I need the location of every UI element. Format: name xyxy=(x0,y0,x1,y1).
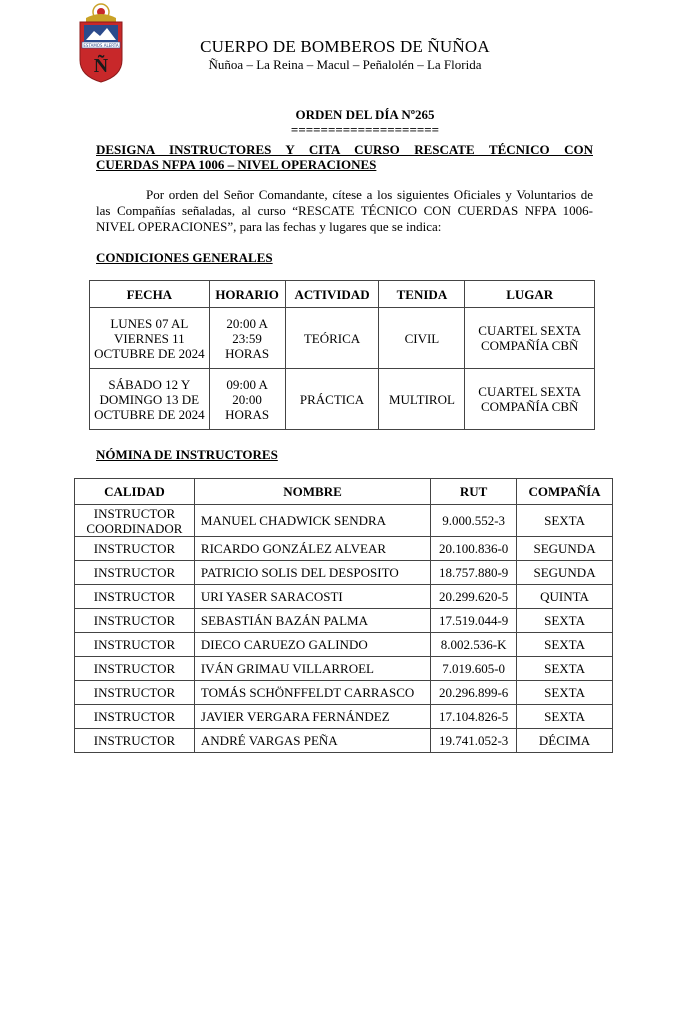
table-cell: INSTRUCTOR xyxy=(75,633,195,657)
table-cell: SEBASTIÁN BAZÁN PALMA xyxy=(194,609,430,633)
order-title-rule: ==================== xyxy=(290,122,440,137)
table-cell: INSTRUCTOR xyxy=(75,609,195,633)
column-header: TENIDA xyxy=(379,281,465,308)
table-cell: CUARTEL SEXTA COMPAÑÍA CBÑ xyxy=(465,308,595,369)
table-cell: SEXTA xyxy=(517,505,613,537)
order-subject-line-2: CUERDAS NFPA 1006 – NIVEL OPERACIONES xyxy=(96,157,377,172)
table-cell: DIECO CARUEZO GALINDO xyxy=(194,633,430,657)
column-header: CALIDAD xyxy=(75,479,195,505)
table-cell: SEGUNDA xyxy=(517,537,613,561)
table-cell: CUARTEL SEXTA COMPAÑÍA CBÑ xyxy=(465,369,595,430)
table-cell: INSTRUCTOR xyxy=(75,561,195,585)
table-cell: MULTIROL xyxy=(379,369,465,430)
table-cell: JAVIER VERGARA FERNÁNDEZ xyxy=(194,705,430,729)
table-cell: 20.296.899-6 xyxy=(431,681,517,705)
table-cell: 7.019.605-0 xyxy=(431,657,517,681)
table-header-row xyxy=(75,479,613,505)
table-cell: 17.519.044-9 xyxy=(431,609,517,633)
table-cell: SEXTA xyxy=(517,633,613,657)
instructors-heading: NÓMINA DE INSTRUCTORES xyxy=(96,447,278,462)
table-cell: SEXTA xyxy=(517,657,613,681)
table-row xyxy=(75,537,613,561)
table-row xyxy=(75,505,613,537)
conditions-heading: CONDICIONES GENERALES xyxy=(96,250,273,265)
conditions-table xyxy=(89,280,595,430)
crest-letter: Ñ xyxy=(93,55,109,77)
table-cell: SÁBADO 12 Y DOMINGO 13 DE OCTUBRE DE 2024 xyxy=(90,369,210,430)
fire-department-crest-icon xyxy=(76,2,126,84)
table-cell: IVÁN GRIMAU VILLARROEL xyxy=(194,657,430,681)
instructors-table xyxy=(74,478,613,753)
order-title: ORDEN DEL DÍA Nº265 xyxy=(295,107,435,122)
table-cell: INSTRUCTOR xyxy=(75,585,195,609)
column-header: NOMBRE xyxy=(194,479,430,505)
table-row xyxy=(75,561,613,585)
table-cell: INSTRUCTOR xyxy=(75,537,195,561)
table-cell: INSTRUCTOR xyxy=(75,729,195,753)
column-header: ACTIVIDAD xyxy=(285,281,379,308)
table-cell: INSTRUCTOR xyxy=(75,657,195,681)
column-header: RUT xyxy=(431,479,517,505)
organization-title: CUERPO DE BOMBEROS DE ÑUÑOA xyxy=(200,37,490,56)
table-cell: 20.299.620-5 xyxy=(431,585,517,609)
table-header-row xyxy=(90,281,595,308)
table-cell: CIVIL xyxy=(379,308,465,369)
table-cell: URI YASER SARACOSTI xyxy=(194,585,430,609)
table-row xyxy=(90,308,595,369)
table-row xyxy=(75,633,613,657)
table-cell: 20:00 A 23:59 HORAS xyxy=(209,308,285,369)
table-cell: 09:00 A 20:00 HORAS xyxy=(209,369,285,430)
table-cell: SEXTA xyxy=(517,609,613,633)
table-cell: INSTRUCTOR COORDINADOR xyxy=(75,505,195,537)
table-row xyxy=(75,657,613,681)
table-row xyxy=(75,681,613,705)
table-cell: MANUEL CHADWICK SENDRA xyxy=(194,505,430,537)
table-cell: PATRICIO SOLIS DEL DESPOSITO xyxy=(194,561,430,585)
table-cell: 8.002.536-K xyxy=(431,633,517,657)
table-cell: SEXTA xyxy=(517,681,613,705)
column-header: HORARIO xyxy=(209,281,285,308)
table-cell: ANDRÉ VARGAS PEÑA xyxy=(194,729,430,753)
organization-subtitle: Ñuñoa – La Reina – Macul – Peñalolén – La Florida xyxy=(208,57,482,72)
table-row xyxy=(75,585,613,609)
order-subject xyxy=(96,142,593,172)
table-cell: 19.741.052-3 xyxy=(431,729,517,753)
table-cell: INSTRUCTOR xyxy=(75,681,195,705)
table-row xyxy=(75,609,613,633)
column-header: LUGAR xyxy=(465,281,595,308)
column-header: COMPAÑÍA xyxy=(517,479,613,505)
table-cell: 20.100.836-0 xyxy=(431,537,517,561)
order-subject-line-1: DESIGNA INSTRUCTORES Y CITA CURSO RESCATE TÉCNICO CON xyxy=(96,142,593,157)
table-cell: 18.757.880-9 xyxy=(431,561,517,585)
table-cell: SEGUNDA xyxy=(517,561,613,585)
table-cell: 9.000.552-3 xyxy=(431,505,517,537)
table-row xyxy=(75,729,613,753)
crest-banner-text: ESTAMOS ALERTA xyxy=(83,43,119,48)
table-cell: SEXTA xyxy=(517,705,613,729)
table-cell: DÉCIMA xyxy=(517,729,613,753)
table-row xyxy=(90,369,595,430)
table-cell: LUNES 07 AL VIERNES 11 OCTUBRE DE 2024 xyxy=(90,308,210,369)
table-cell: INSTRUCTOR xyxy=(75,705,195,729)
table-cell: TOMÁS SCHÖNFFELDT CARRASCO xyxy=(194,681,430,705)
column-header: FECHA xyxy=(90,281,210,308)
table-cell: TEÓRICA xyxy=(285,308,379,369)
table-row xyxy=(75,705,613,729)
table-cell: RICARDO GONZÁLEZ ALVEAR xyxy=(194,537,430,561)
table-cell: 17.104.826-5 xyxy=(431,705,517,729)
table-cell: PRÁCTICA xyxy=(285,369,379,430)
order-body-paragraph: Por orden del Señor Comandante, cítese a los siguientes Oficiales y Voluntarios de las Compañías señaladas, al curso “RESCATE TÉCNICO CON CUERDAS NFPA 1006-NIVEL OPERACIONES”, para las fechas y lugares que se indica: xyxy=(96,187,593,234)
table-cell: QUINTA xyxy=(517,585,613,609)
